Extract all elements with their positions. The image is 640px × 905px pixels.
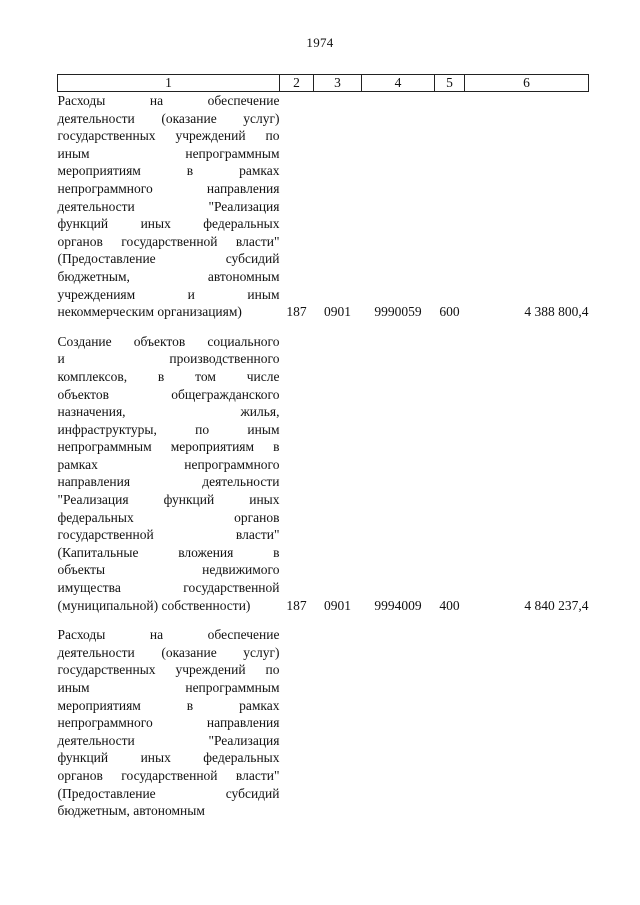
description-line: мероприятиям в рамках (57, 163, 280, 179)
section-code: 0901 (324, 597, 351, 613)
ministry-code: 187 (286, 304, 307, 320)
description-line: (Предоставление субсидий (57, 251, 280, 267)
table-header (58, 75, 589, 92)
description-line: комплексов, в том числе (57, 368, 280, 384)
header-row (58, 75, 589, 92)
description-line: государственных учреждений по (57, 128, 280, 144)
expense-description (58, 333, 280, 615)
table-row (58, 92, 589, 321)
expense-description (58, 92, 280, 321)
header-col-6: 6 (465, 75, 589, 92)
description-line: непрограммного направления (57, 715, 280, 731)
section-code (314, 626, 362, 820)
description-line: Создание объектов социального (57, 333, 280, 349)
expense-type-code (435, 626, 465, 820)
section-code: 0901 (324, 304, 351, 320)
budget-table (57, 74, 589, 820)
description-line: бюджетным, автономным (57, 803, 205, 819)
target-article-code: 9990059 (374, 304, 422, 320)
header-col-2: 2 (280, 75, 314, 92)
description-line: органов государственной власти" (57, 233, 280, 249)
target-article-code (362, 626, 435, 820)
description-line: иным непрограммным (57, 145, 280, 161)
description-line: (Предоставление субсидий (57, 785, 280, 801)
ministry-code (280, 626, 314, 820)
description-line: деятельности (оказание услуг) (57, 644, 280, 660)
description-line: Расходы на обеспечение (57, 93, 280, 108)
expense-description (58, 626, 280, 820)
description-line: и производственного (57, 351, 280, 367)
description-line: рамках непрограммного (57, 456, 280, 472)
description-line: Расходы на обеспечение (57, 627, 280, 643)
header-col-4: 4 (362, 75, 435, 92)
description-line: имущества государственной (57, 580, 280, 596)
description-line: "Реализация функций иных (57, 492, 280, 508)
description-line: бюджетным, автономным (57, 268, 280, 284)
description-line: органов государственной власти" (57, 767, 280, 783)
page-number: 1974 (306, 35, 334, 50)
description-line: учреждениям и иным (57, 286, 280, 302)
description-line: деятельности (оказание услуг) (57, 110, 280, 126)
row-spacer (58, 321, 589, 333)
table-body (58, 92, 589, 820)
description-line: непрограммного направления (57, 180, 280, 196)
description-line: мероприятиям в рамках (57, 697, 280, 713)
expense-type-code: 400 (439, 597, 460, 613)
target-article-code: 9994009 (374, 597, 422, 613)
table-row (58, 333, 589, 615)
amount: 4 840 237,4 (524, 597, 589, 613)
description-line: деятельности "Реализация (57, 198, 280, 214)
header-col-1: 1 (58, 75, 280, 92)
description-line: (Капитальные вложения в (57, 544, 280, 560)
description-line: объекты недвижимого (57, 562, 280, 578)
header-col-3: 3 (314, 75, 362, 92)
description-line: деятельности "Реализация (57, 732, 280, 748)
amount (465, 626, 589, 820)
description-line: государственных учреждений по (57, 662, 280, 678)
description-line: иным непрограммным (57, 680, 280, 695)
expense-type-code: 600 (439, 304, 460, 320)
description-line: функций иных федеральных (57, 216, 280, 232)
description-line: направления деятельности (57, 474, 280, 490)
description-line: (муниципальной) собственности) (57, 597, 251, 613)
row-spacer (58, 614, 589, 626)
description-line: инфраструктуры, по иным (57, 421, 280, 437)
description-line: некоммерческим организациям) (57, 304, 242, 320)
row-spacer-cell (58, 614, 589, 626)
table-row (58, 626, 589, 820)
ministry-code: 187 (286, 597, 307, 613)
amount: 4 388 800,4 (524, 304, 589, 320)
description-line: государственной власти" (57, 527, 280, 543)
description-line: функций иных федеральных (57, 750, 280, 766)
header-col-5: 5 (435, 75, 465, 92)
description-line: федеральных органов (57, 509, 280, 525)
description-line: объектов общегражданского (57, 386, 280, 402)
description-line: непрограммным мероприятиям в (57, 439, 280, 455)
description-line: назначения, жилья, (57, 404, 280, 420)
row-spacer-cell (58, 321, 589, 333)
